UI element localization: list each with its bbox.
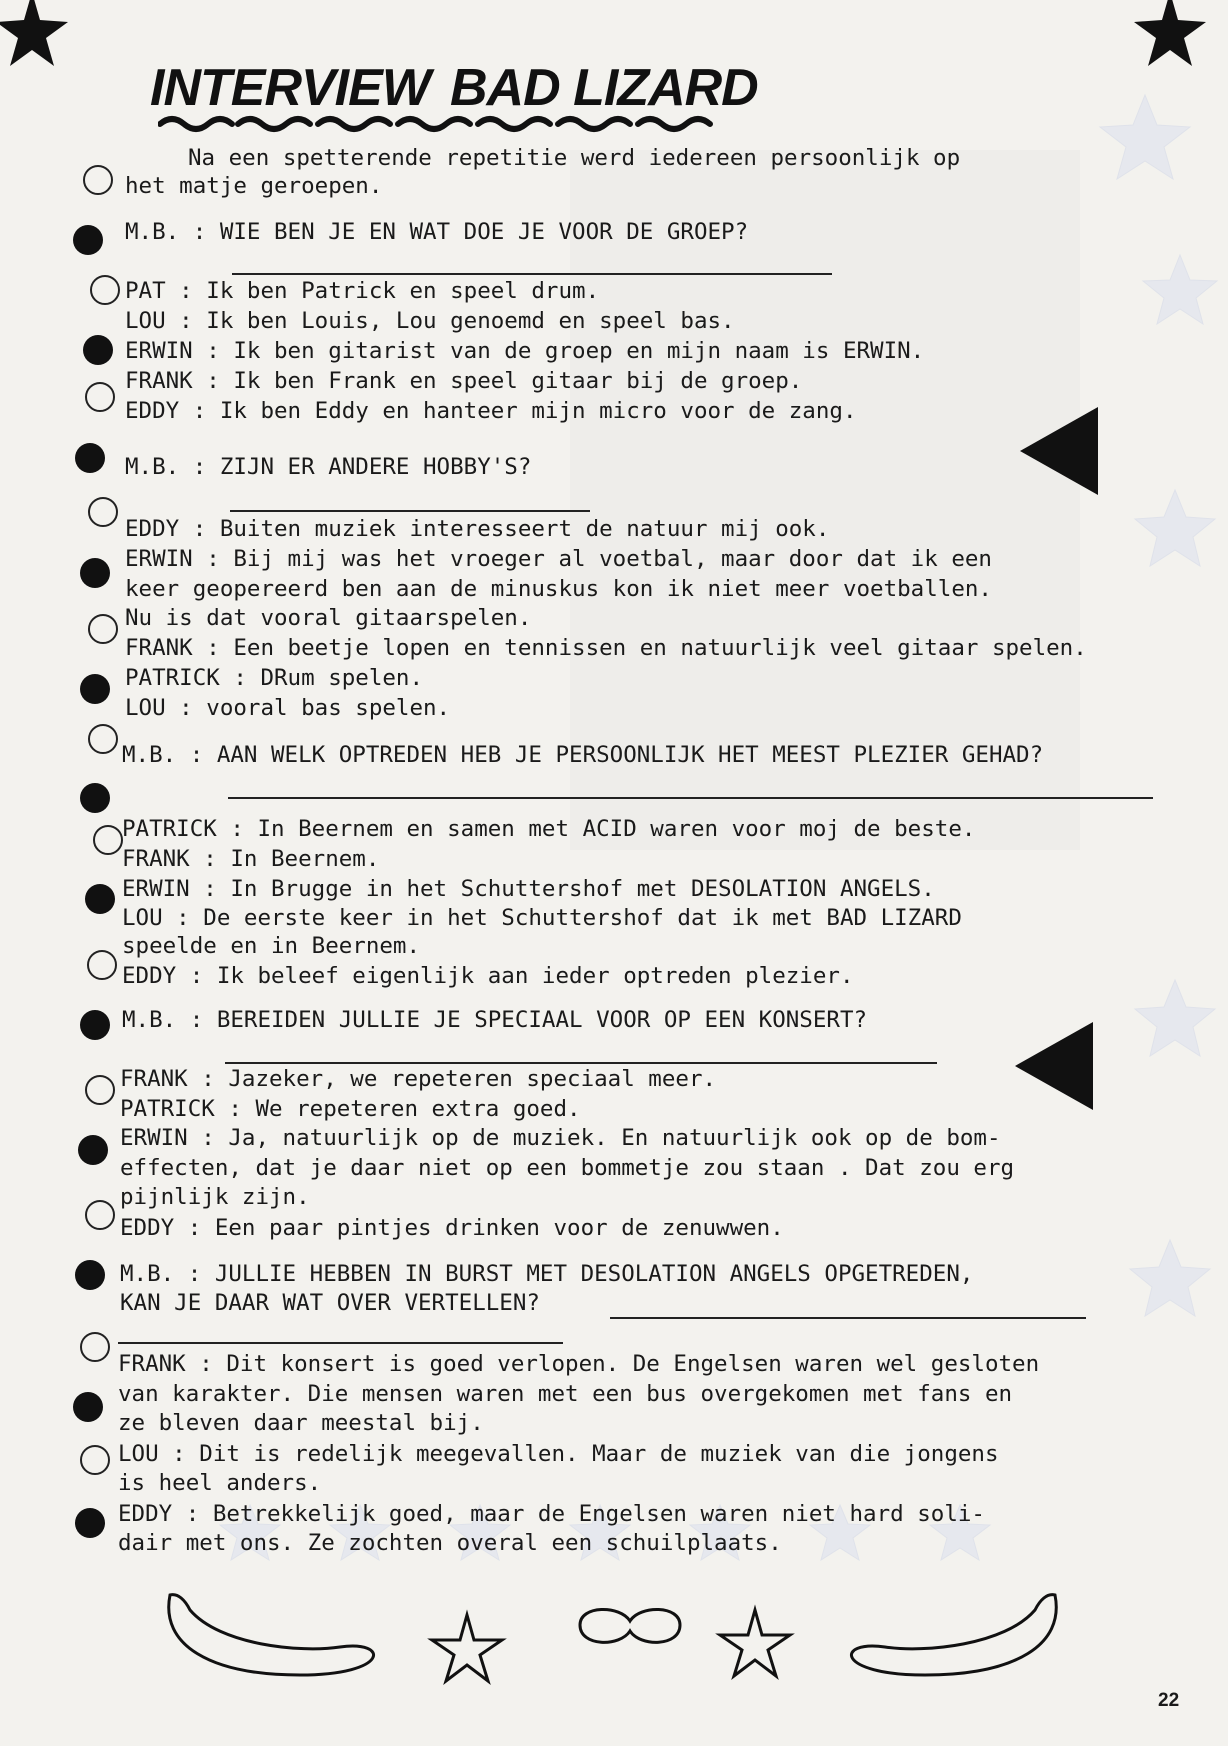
answer-line: effecten, dat je daar niet op een bommetje zou staan . Dat zou erg (120, 1155, 1015, 1181)
margin-bullet-filled (73, 225, 103, 255)
answer-line: ERWIN : Bij mij was het vroeger al voetbal, maar door dat ik een (125, 546, 992, 572)
answer-line: FRANK : In Beernem. (122, 846, 380, 872)
margin-bullet-open (80, 1332, 110, 1362)
question-text: M.B. : JULLIE HEBBEN IN BURST MET DESOLATION ANGELS OPGETREDEN, (120, 1261, 974, 1287)
question-text: M.B. : WIE BEN JE EN WAT DOE JE VOOR DE GROEP? (125, 219, 749, 245)
answer-line: speelde en in Beernem. (122, 933, 421, 959)
margin-bullet-open (88, 497, 118, 527)
margin-bullet-filled (80, 558, 110, 588)
page-number: 22 (1158, 1690, 1180, 1711)
bottom-ornament (150, 1585, 1080, 1685)
answer-line: FRANK : Ik ben Frank en speel gitaar bij de groep. (125, 368, 803, 394)
answer-line: LOU : Ik ben Louis, Lou genoemd en speel bas. (125, 308, 735, 334)
title-word-interview: INTERVIEW (150, 59, 430, 117)
answer-line: FRANK : Jazeker, we repeteren speciaal meer. (120, 1066, 717, 1092)
answer-line: ERWIN : In Brugge in het Schuttershof met DESOLATION ANGELS. (122, 876, 935, 902)
answer-line: dair met ons. Ze zochten overal een schuilplaats. (118, 1530, 782, 1556)
corner-star-icon (0, 0, 70, 66)
title-word-bad-lizard: BAD LIZARD (450, 59, 758, 117)
infinity-loop-icon (580, 1609, 680, 1642)
answer-line: PATRICK : In Beernem en samen met ACID waren voor moj de beste. (122, 816, 976, 842)
underline-rule (228, 797, 1153, 799)
title-squiggle-underline (158, 110, 758, 146)
margin-bullet-open (87, 950, 117, 980)
margin-bullet-filled (78, 1135, 108, 1165)
question-text: M.B. : BEREIDEN JULLIE JE SPECIAAL VOOR OP EEN KONSERT? (122, 1007, 868, 1033)
answer-line: EDDY : Buiten muziek interesseert de natuur mij ook. (125, 516, 830, 542)
margin-bullet-open (93, 825, 123, 855)
answer-line: EDDY : Betrekkelijk goed, maar de Engelsen waren niet hard soli- (118, 1501, 985, 1527)
margin-bullet-filled (73, 1392, 103, 1422)
margin-bullet-open (85, 382, 115, 412)
star-outline-icon (432, 1615, 502, 1681)
answer-line: FRANK : Dit konsert is goed verlopen. De Engelsen waren wel gesloten (118, 1351, 1040, 1377)
answer-line: ERWIN : Ja, natuurlijk op de muziek. En natuurlijk ook op de bom- (120, 1125, 1001, 1151)
answer-line: Nu is dat vooral gitaarspelen. (125, 605, 532, 631)
margin-bullet-filled (75, 1508, 105, 1538)
answer-line: LOU : Dit is redelijk meegevallen. Maar de muziek van die jongens (118, 1441, 999, 1467)
intro-line: het matje geroepen. (125, 173, 383, 199)
margin-bullet-filled (85, 884, 115, 914)
answer-line: is heel anders. (118, 1470, 322, 1496)
margin-bullet-open (85, 1200, 115, 1230)
margin-bullet-filled (83, 335, 113, 365)
answer-line: PAT : Ik ben Patrick en speel drum. (125, 278, 600, 304)
answer-line: LOU : De eerste keer in het Schuttershof dat ik met BAD LIZARD (122, 905, 962, 931)
triangle-pointer-icon (1013, 1020, 1095, 1112)
answer-line: EDDY : Ik beleef eigenlijk aan ieder optreden plezier. (122, 963, 854, 989)
answer-line: ze bleven daar meestal bij. (118, 1410, 484, 1436)
underline-rule (225, 1062, 937, 1064)
margin-bullet-open (83, 165, 113, 195)
answer-line: van karakter. Die mensen waren met een bus overgekomen met fans en (118, 1381, 1013, 1407)
margin-bullet-open (88, 724, 118, 754)
margin-bullet-open (90, 275, 120, 305)
underline-rule (118, 1342, 563, 1344)
question-text: M.B. : ZIJN ER ANDERE HOBBY'S? (125, 454, 532, 480)
triangle-pointer-icon (1018, 405, 1100, 497)
question-text: M.B. : AAN WELK OPTREDEN HEB JE PERSOONLIJK HET MEEST PLEZIER GEHAD? (122, 742, 1044, 768)
star-outline-icon (720, 1610, 790, 1676)
answer-line: PATRICK : We repeteren extra goed. (120, 1096, 581, 1122)
answer-line: pijnlijk zijn. (120, 1184, 310, 1210)
answer-line: ERWIN : Ik ben gitarist van de groep en mijn naam is ERWIN. (125, 338, 925, 364)
answer-line: keer geopereerd ben aan de minuskus kon ik niet meer voetballen. (125, 576, 992, 602)
margin-bullet-filled (80, 1010, 110, 1040)
question-text: KAN JE DAAR WAT OVER VERTELLEN? (120, 1290, 540, 1316)
answer-line: FRANK : Een beetje lopen en tennissen en natuurlijk veel gitaar spelen. (125, 635, 1087, 661)
margin-bullet-open (85, 1075, 115, 1105)
intro-line: Na een spetterende repetitie werd iedereen persoonlijk op (188, 145, 961, 171)
underline-rule (610, 1317, 1086, 1319)
margin-bullet-open (88, 614, 118, 644)
smile-swoosh-right-icon (851, 1595, 1056, 1675)
margin-bullet-filled (80, 674, 110, 704)
corner-star-icon (1130, 0, 1210, 66)
answer-line: PATRICK : DRum spelen. (125, 665, 424, 691)
margin-bullet-filled (75, 443, 105, 473)
answer-line: EDDY : Een paar pintjes drinken voor de zenuwwen. (120, 1215, 784, 1241)
smile-swoosh-left-icon (169, 1595, 374, 1675)
margin-bullet-open (80, 1445, 110, 1475)
margin-bullet-filled (80, 783, 110, 813)
answer-line: EDDY : Ik ben Eddy en hanteer mijn micro voor de zang. (125, 398, 857, 424)
underline-rule (232, 273, 832, 275)
underline-rule (230, 510, 590, 512)
margin-bullet-filled (75, 1260, 105, 1290)
answer-line: LOU : vooral bas spelen. (125, 695, 451, 721)
